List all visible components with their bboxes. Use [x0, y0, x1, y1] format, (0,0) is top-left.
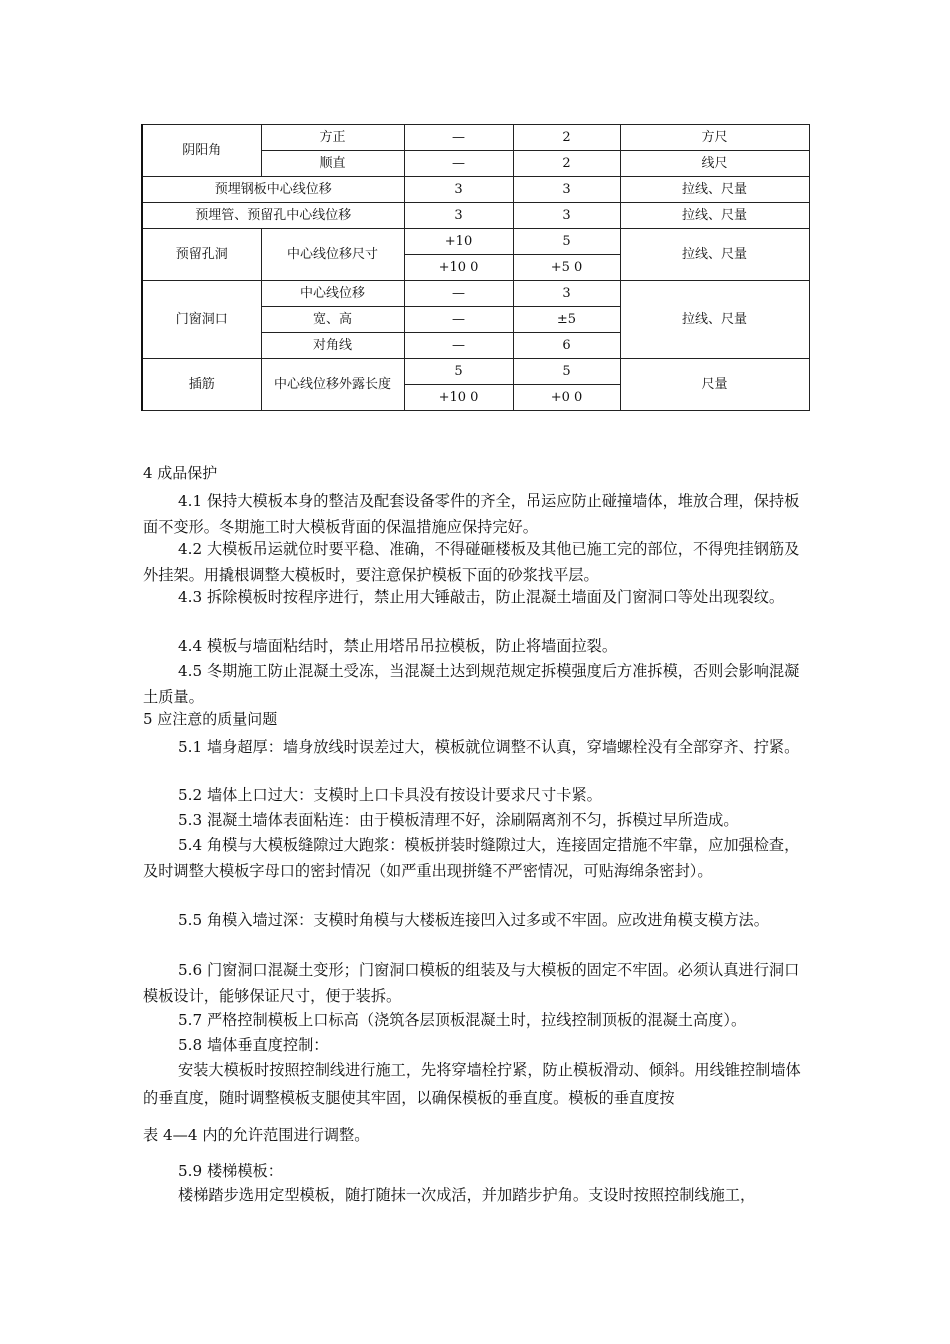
paragraph-5-9-body: 楼梯踏步选用定型模板，随打随抹一次成活，并加踏步护角。支设时按照控制线施工， [178, 1186, 756, 1204]
table-cell: 3 [513, 281, 620, 307]
table-row [142, 177, 809, 203]
table-cell [513, 229, 620, 281]
section-4-heading: 4 成品保护 [143, 464, 218, 482]
table-cell: — [404, 307, 513, 333]
table-cell: 预埋钢板中心线位移 [142, 177, 404, 203]
table-cell: 3 [513, 177, 620, 203]
table-cell: — [404, 281, 513, 307]
table-cell: ±5 [513, 307, 620, 333]
table-cell: 宽、高 [261, 307, 404, 333]
paragraph-4-2: 4.2 大模板吊运就位时要平稳、准确，不得碰砸楼板及其他已施工完的部位，不得兜挂钢筋及外挂架。用撬根调整大模板时，要注意保护模板下面的砂浆找平层。 [143, 540, 800, 584]
table-cell: 拉线、尺量 [620, 281, 809, 359]
paragraph-5-5: 5.5 角模入墙过深：支模时角模与大楼板连接凹入过多或不牢固。应改进角模支模方法。 [178, 911, 769, 929]
table-cell: 中心线位移尺寸 [261, 229, 404, 281]
section-5-heading: 5 应注意的质量问题 [143, 710, 278, 728]
paragraph-4-4: 4.4 模板与墙面粘结时，禁止用塔吊吊拉模板，防止将墙面拉裂。 [178, 637, 618, 655]
paragraph-5-6: 5.6 门窗洞口混凝土变形；门窗洞口模板的组装及与大模板的固定不牢固。必须认真进行洞口模板设计，能够保证尺寸，便于装拆。 [143, 961, 800, 1005]
paragraph-5-1: 5.1 墙身超厚：墙身放线时误差过大，模板就位调整不认真，穿墙螺栓没有全部穿齐、拧紧。 [178, 738, 800, 756]
table-cell: 尺量 [620, 359, 809, 411]
table-cell [513, 359, 620, 411]
paragraph-5-8-body: 安装大模板时按照控制线进行施工，先将穿墙栓拧紧，防止模板滑动、倾斜。用线锥控制墙体的垂直度，随时调整模板支腿使其牢固，以确保模板的垂直度。模板的垂直度按 [143, 1061, 801, 1107]
table-subcell: +10 0 [405, 254, 513, 280]
table-cell: 方尺 [620, 125, 809, 151]
table-subcell: +0 0 [514, 384, 620, 410]
table-row [142, 281, 809, 307]
table-subcell: +10 [444, 234, 473, 249]
tolerance-table [141, 124, 810, 411]
table-subcell: 5 [562, 364, 571, 379]
table-row [142, 229, 809, 281]
table-cell: 2 [513, 151, 620, 177]
table-cell [404, 359, 513, 411]
table-cell [404, 229, 513, 281]
table-cell: 线尺 [620, 151, 809, 177]
paragraph-4-1: 4.1 保持大模板本身的整洁及配套设备零件的齐全，吊运应防止碰撞墙体，堆放合理，保持板面不变形。冬期施工时大模板背面的保温措施应保持完好。 [143, 492, 800, 536]
table-cell: 门窗洞口 [142, 281, 261, 359]
table-cell: 阴阳角 [142, 125, 261, 177]
table-cell: 拉线、尺量 [620, 177, 809, 203]
table-cell: 6 [513, 333, 620, 359]
table-row [142, 359, 809, 411]
paragraph-5-8-heading: 5.8 墙体垂直度控制： [178, 1036, 329, 1054]
paragraph-5-3: 5.3 混凝土墙体表面粘连：由于模板清理不好，涂刷隔离剂不匀，拆模过早所造成。 [178, 811, 739, 829]
table-subcell: 5 [454, 364, 463, 379]
table-row [142, 203, 809, 229]
table-cell: 3 [404, 177, 513, 203]
table-cell: 对角线 [261, 333, 404, 359]
paragraph-5-8-tail: 表 4—4 内的允许范围进行调整。 [143, 1126, 370, 1144]
paragraph-5-9-heading: 5.9 楼梯模板： [178, 1162, 283, 1180]
paragraph-5-7: 5.7 严格控制模板上口标高（浇筑各层顶板混凝土时，拉线控制顶板的混凝土高度）。 [178, 1011, 747, 1029]
table-row [142, 125, 809, 151]
table-cell: 插筋 [142, 359, 261, 411]
table-subcell: +5 0 [514, 254, 620, 280]
table-cell: 中心线位移 [261, 281, 404, 307]
paragraph-5-2: 5.2 墙体上口过大：支模时上口卡具没有按设计要求尺寸卡紧。 [178, 786, 602, 804]
table-cell: 3 [513, 203, 620, 229]
table-cell: 2 [513, 125, 620, 151]
table-cell: 方正 [261, 125, 404, 151]
table-subcell: 5 [562, 234, 571, 249]
table-cell: 顺直 [261, 151, 404, 177]
table-cell: 拉线、尺量 [620, 203, 809, 229]
table-cell: — [404, 333, 513, 359]
paragraph-4-3: 4.3 拆除模板时按程序进行，禁止用大锤敲击，防止混凝土墙面及门窗洞口等处出现裂纹。 [178, 588, 785, 606]
paragraph-4-5: 4.5 冬期施工防止混凝土受冻，当混凝土达到规范规定拆模强度后方准拆模，否则会影响混凝土质量。 [143, 662, 800, 706]
table-cell: 中心线位移外露长度 [261, 359, 404, 411]
table-cell: 预埋管、预留孔中心线位移 [142, 203, 404, 229]
table-cell: 3 [404, 203, 513, 229]
table-cell: 预留孔洞 [142, 229, 261, 281]
table-subcell: +10 0 [405, 384, 513, 410]
table-cell: 拉线、尺量 [620, 229, 809, 281]
table-cell: — [404, 151, 513, 177]
table-cell: — [404, 125, 513, 151]
paragraph-5-4: 5.4 角模与大模板缝隙过大跑浆：模板拼装时缝隙过大，连接固定措施不牢靠，应加强检查，及时调整大模板字母口的密封情况（如严重出现拼缝不严密情况，可贴海绵条密封）。 [143, 836, 800, 880]
